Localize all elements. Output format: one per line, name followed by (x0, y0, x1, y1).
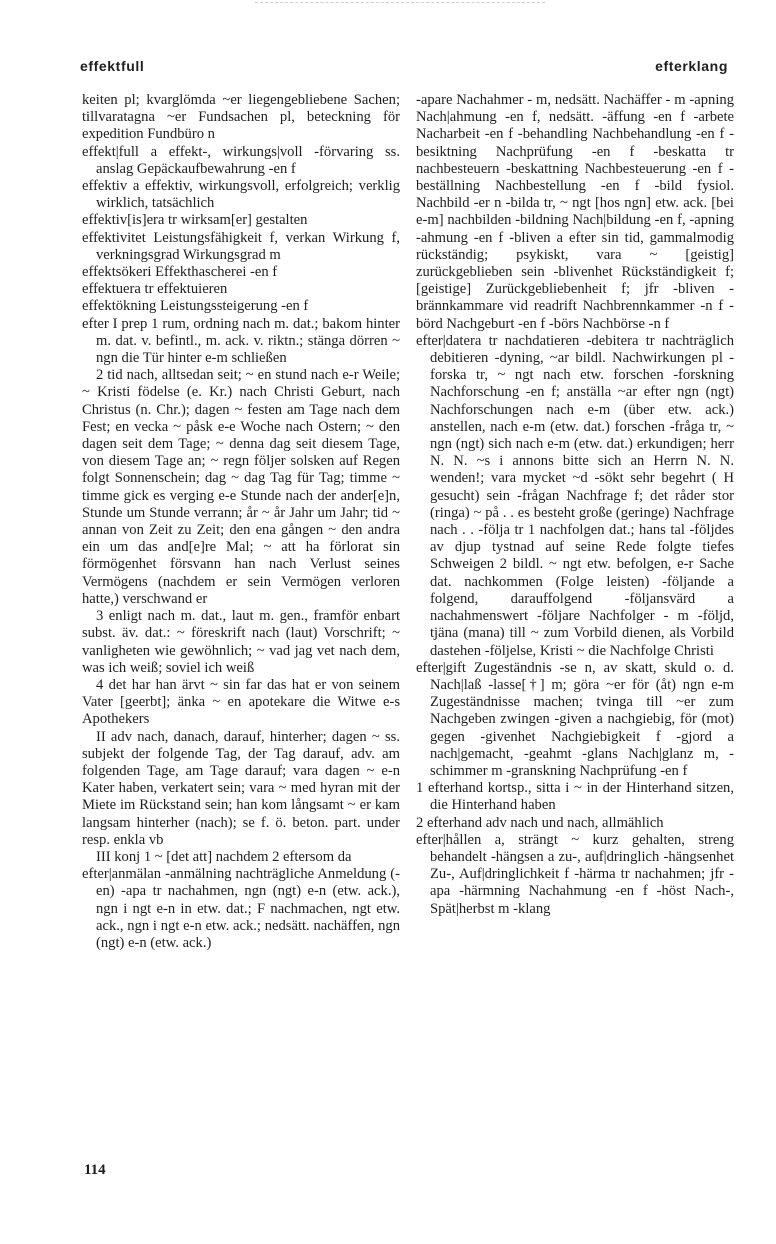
entry-eftergift: efter|gift Zugeständnis -se n, av skatt, skuld o. d. Nach|laß -lasse[†] m; göra ~er för (åt) ngn e-m Zugeständnisse machen; tvinga till ~er zum Nachgeben zwingen -given a nachgiebig, för (mot) gegen -givenhet Nachgiebigkeit f -gjord a nach|gemacht, -geahmt -glans Nach|glanz m, -schimmer m -granskning Nachprüfung -en f (416, 659, 734, 779)
running-header (80, 58, 728, 78)
entry-effektfull: effekt|full a effekt-, wirkungs|voll -förvaring ss. anslag Gepäckaufbewahrung -en f (82, 143, 400, 177)
entry-effektivisera: effektiv[is]era tr wirksam[er] gestalten (82, 212, 308, 229)
entry-efter-sense-4: 4 det har han ärvt ~ sin far das hat er von seinem Vater [geerbt]; änka ~ en apotekare die Witwe e-s Apothekers (82, 676, 400, 728)
left-guide-word: effektfull (80, 58, 145, 74)
entry-efterdatera: efter|datera tr nachdatieren -debitera tr nachträglich debitieren -dyning, ~ar bildl. Nachwirkungen pl -forska tr, ~ ngt nach etw. forschen -forskning Nachforschung -en f; anställa ~ar efter ngn (ngt) Nachforschungen nach e-m (über etw. ack.) anstellen, nach e-m (etw. dat.) forschen -fråga tr, ~ ngn (ngt) sich nach e-m (etw. dat.) erkundigen; herr N. N. ~s i annons bitte sich an Herrn N. N. wenden!; vara mycket ~d -sökt sehr begehrt ( H gesucht) sein -frågan Nachfrage f; det råder stor (ringa) ~ på . . es besteht große (geringe) Nachfrage nach . . -följa tr 1 nachfolgen dat.; hans tal -följdes av djup tystnad auf seine Rede folgte tiefes Schweigen 2 bildl. ~ ngt etw. befolgen, e-r Sache dat. nachkommen (Folge leisten) -följande a folgend, darauffolgend -följansvärd a nachahmenswert -följare Nachfolger - m -följd, tjäna (mana) till ~ zum Vorbild dienen, als Vorbild dastehen -följelse, Kristi ~ die Nachfolge Christi (416, 332, 734, 659)
entry-apare: -apare Nachahmer - m, nedsätt. Nachäffer - m -apning Nach|ahmung -en f, nedsätt. -äffung -en f -arbete Nacharbeit -en f -behandling Nachbehandlung -en f -besiktning Nachprüfung -en f -beskatta tr nachbesteuern -beskattning Nachbesteuerung -en f -beställning Nachbestellung -en f -bild fysiol. Nachbild -er n -bilda tr, ~ ngt [hos ngn] etw. ack. [bei e-m] nachbilden -bildning Nach|bildung -en f, -apning -ahmung -en f -bliven a efter sin tid, gammalmodig rückständig; psykiskt, vara ~ [geistig] zurückgeblieben sein -blivenhet Rückständigkeit f; [geistige] Zurückgebliebenheit f; jfr -bliven -brännkammare vid readrift Nachbrennkammer -n f -börd Nachgeburt -en f -börs Nachbörse -n f (416, 92, 734, 332)
entry-efteranmalan: efter|anmälan -anmälning nachträgliche Anmeldung (-en) -apa tr nachahmen, ngn (ngt) e-n (etw. ack.), ngn i ngt e-n in etw. dat.; F nachmachen, ngt etw. ack., ngn i ngt e-n etw. ack.; nedsätt. nachäffen, ngn (ngt) e-n (etw. ack.) (82, 866, 400, 951)
scan-edge-line (255, 2, 545, 3)
entry-effektuera: effektuera tr effektuieren (82, 281, 228, 298)
left-column (82, 92, 400, 952)
right-guide-word: efterklang (655, 58, 728, 74)
entry-1-efterhand: 1 efterhand kortsp., sitta i ~ in der Hinterhand sitzen, die Hinterhand haben (416, 780, 734, 814)
entry-effektiv: effektiv a effektiv, wirkungsvoll, erfolgreich; verklig wirklich, tatsächlich (82, 178, 400, 212)
entry-efter-adv: II adv nach, danach, darauf, hinterher; dagen ~ ss. subjekt der folgende Tag, der Tag darauf, adv. am folgenden Tage, am Tage darauf; vara dagen ~ e-n Kater haben, verkatert sein; vara ~ med hyran mit der Miete im Rückstand sein; han kom långsamt ~ er kam langsam hinterher (nach); se f. ö. beton. part. under resp. enkla vb (82, 728, 400, 848)
entry-effektivitet: effektivitet Leistungsfähigkeit f, verkan Wirkung f, verkningsgrad Wirkungsgrad m (82, 229, 400, 263)
entry-efter: efter I prep 1 rum, ordning nach m. dat.; bakom hinter m. dat. v. befintl., m. ack. v. riktn.; stänga dörren ~ ngn die Tür hinter e-m schließen (82, 315, 400, 367)
page-number: 114 (84, 1162, 106, 1178)
entry-efter-sense-2: 2 tid nach, alltsedan seit; ~ en stund nach e-r Weile; ~ Kristi födelse (e. Kr.) nach Christi Geburt, nach Christus (n. Chr.); dagen ~ festen am Tage nach dem Fest; en vecka ~ påsk e-e Woche nach Ostern; ~ den dagen seit dem Tage; ~ denna dag seit diesem Tage, von diesem Tage an; ~ regn följer solsken auf Regen folgt Sonnenschein; dag ~ dag Tag für Tag; timme ~ timme gick es verging e-e Stunde nach der ander[e]n, Stunde um Stunde verrann; år ~ år Jahr um Jahr; tid ~ annan von Zeit zu Zeit; den ena gången ~ den andra ein um das and[e]re Mal; ~ att ha förlorat sin förmögenhet försvann han nach Verlust seines Vermögens (nachdem er sein Vermögen verloren hatte,) verschwand er (82, 367, 400, 607)
entry-effektsokeri: effektsökeri Effekthascherei -en f (82, 264, 278, 281)
entry-continuation: keiten pl; kvarglömda ~er liegengebliebene Sachen; tillvaratagna ~er Fundsachen pl, beteckning för expedition Fundbüro n (82, 92, 400, 143)
entry-efterhallen: efter|hållen a, strängt ~ kurz gehalten, streng behandelt -hängsen a zu-, auf|dringlich -hängsenhet Zu-, Auf|dringlichkeit f -härma tr nachahmen; jfr -apa -härmning Nachahmung -en f -höst Nach-, Spät|herbst m -klang (416, 831, 734, 917)
entry-efter-konj: III konj 1 ~ [det att] nachdem 2 eftersom da (96, 848, 352, 865)
entry-2-efterhand: 2 efterhand adv nach und nach, allmählich (416, 814, 664, 831)
entry-effektokning: effektökning Leistungssteigerung -en f (82, 298, 309, 315)
right-column (416, 92, 734, 918)
entry-efter-sense-3: 3 enligt nach m. dat., laut m. gen., framför enbart subst. äv. dat.: ~ föreskrift nach (laut) Vorschrift; ~ vanligheten wie gewöhnlich; ~ vad jag vet nach dem, was ich weiß; soviel ich weiß (82, 608, 400, 676)
